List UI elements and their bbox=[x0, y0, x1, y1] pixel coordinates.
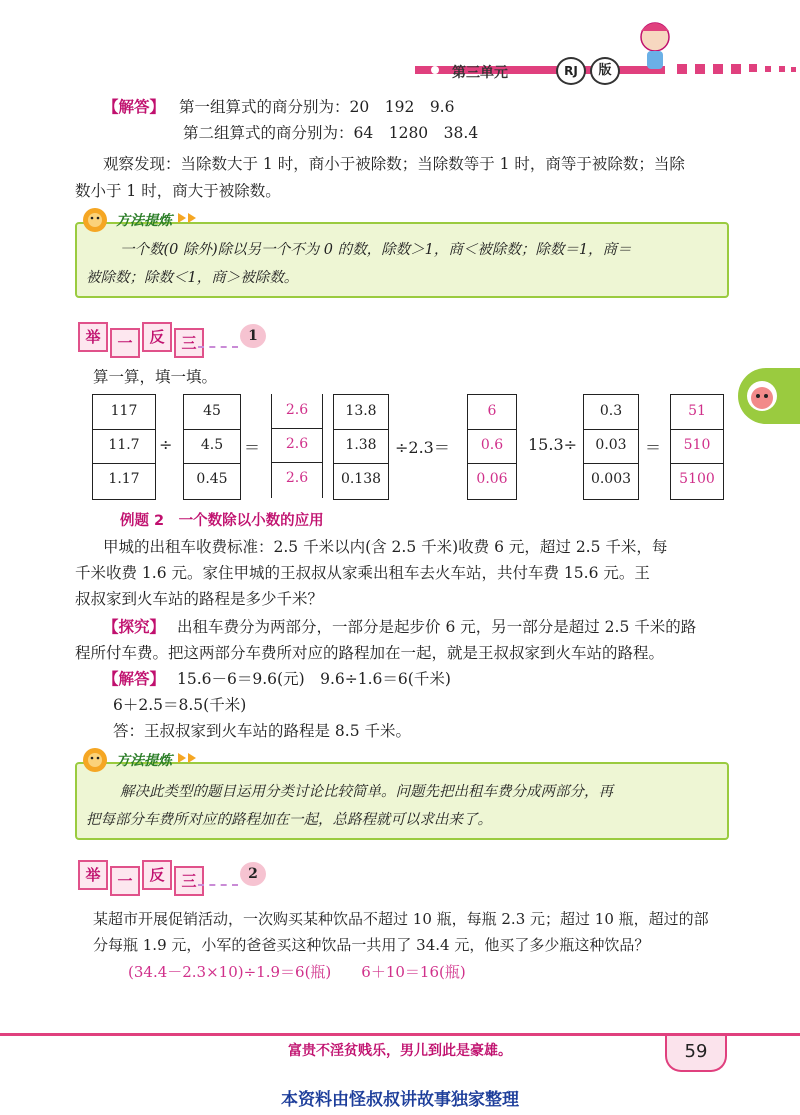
answer-label: 【解答】 bbox=[103, 98, 166, 116]
method-2-line-2: 把每部分车费所对应的路程加在一起，总路程就可以求出来了。 bbox=[86, 812, 492, 828]
answer-cell: 0.06 bbox=[476, 471, 508, 487]
cell: 0.3 bbox=[599, 403, 623, 419]
cell: 0.03 bbox=[595, 437, 627, 453]
exercise-2-line-1: 某超市开展促销活动，一次购买某种饮品不超过 10 瓶，每瓶 2.3 元；超过 10 瓶，超过的部 bbox=[93, 910, 709, 928]
practice-banner-2 bbox=[78, 860, 278, 890]
arrow-icon bbox=[178, 211, 206, 225]
practice-number: 1 bbox=[240, 324, 266, 348]
answer-column-3 bbox=[271, 394, 323, 498]
example-2-title: 例题 2 一个数除以小数的应用 bbox=[120, 513, 324, 529]
divide-equals: ÷2.3＝ bbox=[395, 438, 450, 457]
lion-mascot-icon bbox=[78, 205, 112, 235]
practice-number: 2 bbox=[240, 862, 266, 886]
answer-2-line-1: 15.6－6＝9.6(元) 9.6÷1.6＝6(千米) bbox=[177, 670, 451, 688]
exercise-1-prompt: 算一算，填一填。 bbox=[93, 368, 218, 386]
dividend-divide: 15.3÷ bbox=[528, 435, 578, 454]
exercise-2-line-2: 分每瓶 1.9 元，小军的爸爸买这种饮品一共用了 34.4 元，他买了多少瓶这种饮品？ bbox=[93, 936, 650, 954]
cell: 0.138 bbox=[340, 471, 382, 487]
divider bbox=[198, 884, 238, 886]
footer-motto: 富贵不淫贫贱乐，男儿到此是豪雄。 bbox=[288, 1043, 512, 1059]
method-1-line-1: 一个数(0 除外)除以另一个不为 0 的数，除数＞1，商＜被除数；除数＝1，商＝ bbox=[120, 242, 632, 258]
answer-cell: 2.6 bbox=[285, 402, 309, 418]
cell: 45 bbox=[203, 403, 221, 419]
observation-line-1: 观察发现：当除数大于 1 时，商小于被除数；当除数等于 1 时，商等于被除数；当除 bbox=[103, 155, 685, 173]
mascot-face-icon bbox=[742, 376, 782, 416]
answer-2-row-1 bbox=[103, 668, 451, 690]
answer-cell: 5100 bbox=[679, 471, 715, 487]
cell: 117 bbox=[110, 403, 138, 419]
unit-title: 第三单元 bbox=[452, 65, 508, 81]
explore-line-1: 出租车费分为两部分，一部分是起步价 6 元，另一部分是超过 2.5 千米的路 bbox=[177, 618, 697, 636]
practice-char: 举 bbox=[78, 322, 108, 352]
practice-char: 三 bbox=[174, 866, 204, 896]
cell: 1.17 bbox=[108, 471, 140, 487]
practice-banner-1 bbox=[78, 322, 278, 352]
method-1-line-2: 被除数；除数＜1，商＞被除数。 bbox=[86, 270, 299, 286]
divide-sign: ÷ bbox=[159, 435, 173, 454]
rj-badge: RJ bbox=[556, 57, 586, 85]
arrow-icon bbox=[178, 751, 206, 765]
method-2-line-1: 解决此类型的题目运用分类讨论比较简单。问题先把出租车费分成两部分，再 bbox=[120, 784, 613, 800]
practice-char: 举 bbox=[78, 860, 108, 890]
method-title-2: 方法提炼 bbox=[116, 753, 172, 769]
cell: 1.38 bbox=[345, 437, 377, 453]
practice-char: 反 bbox=[142, 860, 172, 890]
exercise-2-answer: (34.4－2.3×10)÷1.9＝6(瓶) 6＋10＝16(瓶) bbox=[128, 963, 466, 981]
cartoon-girl-icon bbox=[625, 15, 685, 75]
edition-badge: 版 bbox=[590, 57, 620, 85]
equals-sign: ＝ bbox=[645, 438, 662, 457]
answer-column-5 bbox=[467, 394, 517, 500]
answer-cell: 2.6 bbox=[285, 436, 309, 452]
practice-char: 反 bbox=[142, 322, 172, 352]
answer-2-line-3: 答：王叔叔家到火车站的路程是 8.5 千米。 bbox=[113, 722, 412, 740]
answer-cell: 0.6 bbox=[480, 437, 504, 453]
explore-label: 【探究】 bbox=[103, 618, 166, 636]
footer-credit: 本资料由怪叔叔讲故事独家整理 bbox=[281, 1090, 519, 1110]
answer-1-line-2: 第二组算式的商分别为：64 1280 38.4 bbox=[183, 124, 479, 142]
answer-label: 【解答】 bbox=[103, 670, 166, 688]
practice-char: 一 bbox=[110, 328, 140, 358]
cell: 4.5 bbox=[200, 437, 224, 453]
cell: 0.45 bbox=[196, 471, 228, 487]
answer-cell: 6 bbox=[487, 403, 497, 419]
practice-char: 一 bbox=[110, 866, 140, 896]
number-column-6 bbox=[583, 394, 639, 500]
page-number: 59 bbox=[665, 1036, 727, 1072]
method-title-1: 方法提炼 bbox=[116, 213, 172, 229]
number-column-1 bbox=[92, 394, 156, 500]
number-column-2 bbox=[183, 394, 241, 500]
divider bbox=[198, 346, 238, 348]
lion-mascot-icon bbox=[78, 745, 112, 775]
answer-column-7 bbox=[670, 394, 724, 500]
example-2-line-2: 千米收费 1.6 元。家住甲城的王叔叔从家乘出租车去火车站，共付车费 15.6 元。王 bbox=[75, 564, 650, 582]
observation-line-2: 数小于 1 时，商大于被除数。 bbox=[75, 182, 281, 200]
cell: 11.7 bbox=[108, 437, 140, 453]
answer-cell: 2.6 bbox=[285, 470, 309, 486]
answer-1-line-1: 第一组算式的商分别为：20 192 9.6 bbox=[179, 98, 455, 116]
example-2-line-1: 甲城的出租车收费标准：2.5 千米以内(含 2.5 千米)收费 6 元，超过 2.5 千米，每 bbox=[103, 538, 668, 556]
practice-char: 三 bbox=[174, 328, 204, 358]
equals-sign: ＝ bbox=[244, 438, 261, 457]
example-2-line-3: 叔叔家到火车站的路程是多少千米？ bbox=[75, 590, 324, 608]
cell: 13.8 bbox=[345, 403, 377, 419]
answer-2-line-2: 6＋2.5＝8.5(千米) bbox=[113, 696, 247, 714]
answer-cell: 510 bbox=[683, 437, 711, 453]
explore-line-2: 程所付车费。把这两部分车费所对应的路程加在一起，就是王叔叔家到火车站的路程。 bbox=[75, 644, 665, 662]
answer-1-row-1 bbox=[103, 96, 454, 118]
explore-row-1 bbox=[103, 616, 696, 638]
cell: 0.003 bbox=[590, 471, 632, 487]
number-column-4 bbox=[333, 394, 389, 500]
answer-cell: 51 bbox=[688, 403, 706, 419]
